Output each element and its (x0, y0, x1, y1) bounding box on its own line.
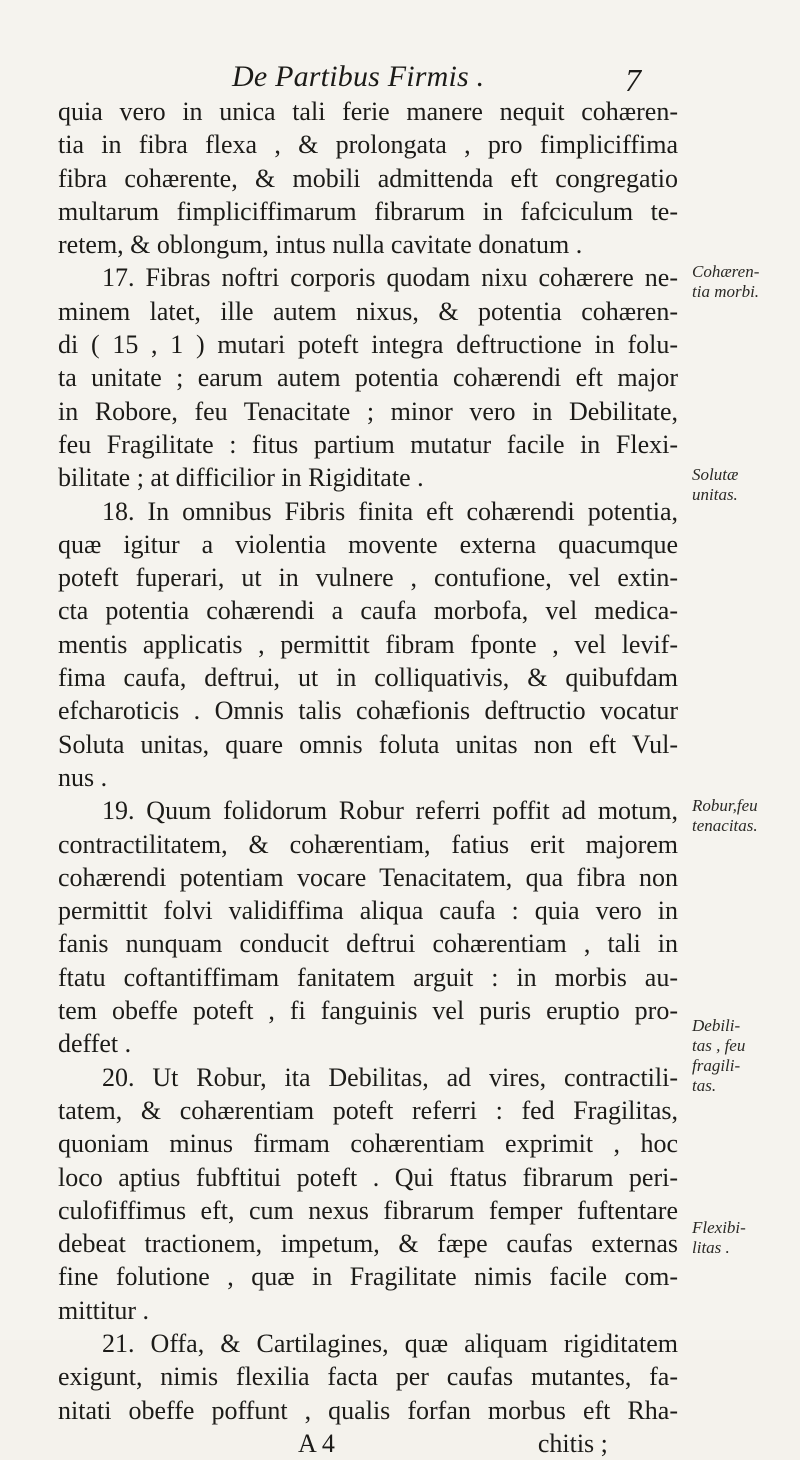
text-line: loco aptius fubftitui poteft . Qui ftatus fibrarum peri- (58, 1162, 678, 1192)
text-line: in Robore, feu Tenacitate ; minor vero in Debilitate, (58, 396, 678, 426)
text-line: debeat tractionem, impetum, & fæpe caufas externas (58, 1229, 678, 1259)
text-line: multarum fimpliciffimarum fibrarum in fafciculum te- (58, 196, 678, 226)
margin-note-soluta-unitas: Solutæ unitas. (692, 465, 739, 504)
text-line: bilitate ; at difficilior in Rigiditate . (58, 463, 424, 493)
text-line: deffet . (58, 1029, 132, 1059)
text-line: tia in fibra flexa , & prolongata , pro fimpliciffima (58, 130, 678, 160)
text-line: cohærendi potentiam vocare Tenacitatem, qua fibra non (58, 862, 678, 892)
text-line: di ( 15 , 1 ) mutari poteft integra deftructione in folu- (58, 330, 678, 360)
text-line: ta unitate ; earum autem potentia cohærendi eft major (58, 363, 678, 393)
catchword: chitis ; (537, 1428, 608, 1458)
margin-note-debilitas: Debili- tas , feu fragili- tas. (692, 1016, 746, 1095)
text-line: minem latet, ille autem nixus, & potentia cohæren- (58, 296, 678, 326)
text-line: fima caufa, deftrui, ut in colliquativis, & quibufdam (58, 663, 678, 693)
text-line: cta potentia cohærendi a caufa morbofa, vel medica- (58, 596, 678, 626)
text-line: contractilitatem, & cohærentiam, fatius erit majorem (58, 829, 678, 859)
text-line: culofiffimus eft, cum nexus fibrarum femper fuftentare (58, 1195, 678, 1225)
signature-mark: A 4 (298, 1428, 335, 1458)
text-line: mittitur . (58, 1295, 149, 1325)
text-line: feu Fragilitate : fitus partium mutatur facile in Flexi- (58, 429, 678, 459)
text-line: ftatu coftantiffimam fanitatem arguit : in morbis au- (58, 962, 678, 992)
text-line: poteft fuperari, ut in vulnere , contufione, vel extin- (58, 563, 678, 593)
body-text (58, 95, 678, 1460)
text-line: fibra cohærente, & mobili admittenda eft congregatio (58, 163, 678, 193)
text-line: quia vero in unica tali ferie manere nequit cohæren- (58, 97, 678, 126)
paragraph-19-start: 19. Quum folidorum Robur referri poffit ad motum, (102, 796, 678, 826)
text-line: nitati obeffe poffunt , qualis forfan morbus eft Rha- (58, 1395, 678, 1425)
margin-note-cohaerentia: Cohæren- tia morbi. (692, 262, 760, 301)
paragraph-17-start: 17. Fibras noftri corporis quodam nixu cohærere ne- (102, 263, 678, 293)
text-line: fanis nunquam conducit deftrui cohærentiam , tali in (58, 929, 678, 959)
paragraph-18-start: 18. In omnibus Fibris finita eft cohærendi potentia, (102, 496, 678, 526)
text-line: permittit folvi validiffima aliqua caufa : quia vero in (58, 896, 678, 926)
text-line: quæ igitur a violentia movente externa quacumque (58, 529, 678, 559)
paragraph-20-start: 20. Ut Robur, ita Debilitas, ad vires, contractili- (102, 1062, 678, 1092)
text-line: mentis applicatis , permittit fibram fponte , vel levif- (58, 629, 678, 659)
margin-note-flexibilitas: Flexibi- litas . (692, 1218, 746, 1257)
text-line: nus . (58, 762, 108, 792)
text-line: tatem, & cohærentiam poteft referri : fed Fragilitas, (58, 1095, 678, 1125)
footer-line (58, 1427, 678, 1460)
text-line: efcharoticis . Omnis talis cohæfionis deftructio vocatur (58, 696, 678, 726)
text-line: quoniam minus firmam cohærentiam exprimit , hoc (58, 1129, 678, 1159)
margin-note-robur: Robur,feu tenacitas. (692, 796, 758, 835)
running-head (0, 52, 800, 98)
text-line: retem, & oblongum, intus nulla cavitate donatum . (58, 230, 583, 260)
text-line: exigunt, nimis flexilia facta per caufas mutantes, fa- (58, 1362, 678, 1392)
running-title: De Partibus Firmis . (232, 60, 485, 93)
text-line: tem obeffe poteft , fi fanguinis vel puris eruptio pro- (58, 996, 678, 1026)
page-number: 7 (625, 62, 641, 98)
text-line: fine folutione , quæ in Fragilitate nimis facile com- (58, 1262, 678, 1292)
paragraph-21-start: 21. Offa, & Cartilagines, quæ aliquam rigiditatem (102, 1328, 678, 1358)
text-line: Soluta unitas, quare omnis foluta unitas non eft Vul- (58, 729, 678, 759)
